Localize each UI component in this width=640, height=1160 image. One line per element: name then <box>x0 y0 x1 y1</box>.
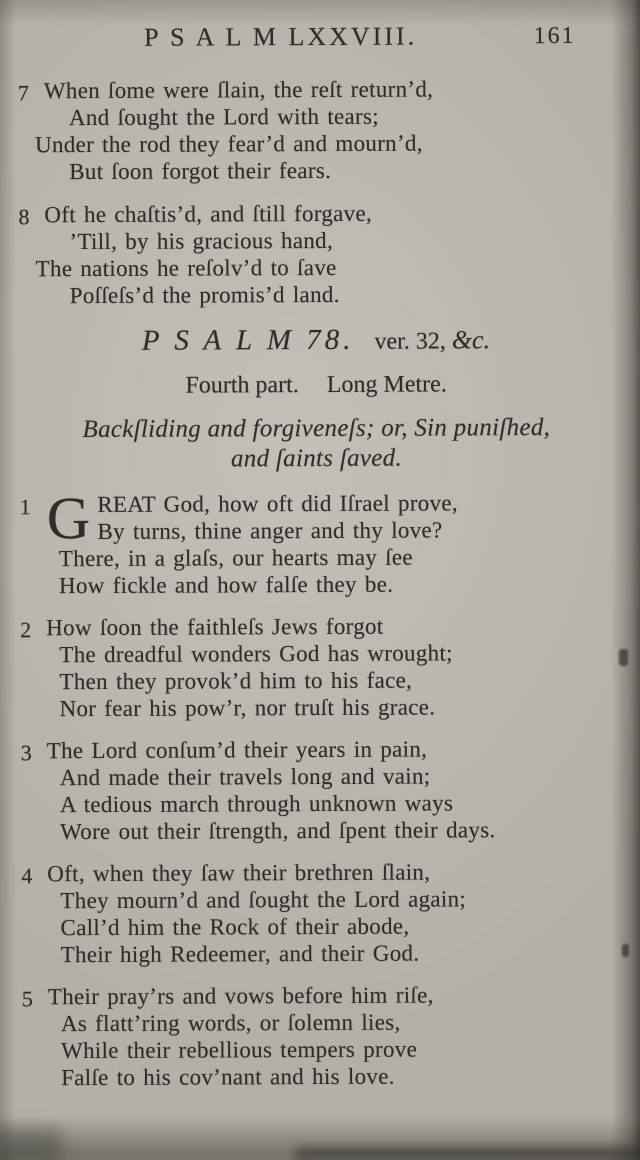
part-metre-line <box>19 369 613 402</box>
verse-line: Call’d him the Rock of their abode, <box>60 913 410 941</box>
verse-line: A tedious march through unknown ways <box>59 790 454 818</box>
psalm-subtitle <box>19 413 613 476</box>
drop-cap: G <box>46 485 91 552</box>
verse-line: Their pray’rs and vows before him riſe, <box>47 982 434 1010</box>
verse-number: 2 <box>20 617 32 643</box>
verse-line: Under the rod they fear’d and mourn’d, <box>35 130 423 158</box>
part-label: Fourth part. <box>185 372 299 399</box>
psalm-78-heading <box>19 323 613 364</box>
page-edge-ink-mark <box>622 944 629 957</box>
verse-line: Falſe to his cov’nant and his love. <box>61 1063 395 1091</box>
verse-number: 7 <box>17 80 29 106</box>
verse-lines <box>46 485 614 599</box>
verse-line: But ſoon forgot their fears. <box>69 157 332 185</box>
page-header <box>18 21 612 56</box>
page-number: 161 <box>533 22 576 50</box>
verse-2 <box>20 612 614 723</box>
verse-line: And ſought the Lord with tears; <box>68 103 379 131</box>
verse-number: 4 <box>21 863 33 889</box>
verse-line: By turns, thine anger and thy love? <box>97 517 443 544</box>
drop-cap-lines <box>46 485 614 552</box>
subtitle-line: Backſliding and forgiveneſs; or, Sin puniſhed, <box>82 413 551 444</box>
metre-label: Long Metre. <box>326 371 447 398</box>
verse-line: Their high Redeemer, and their God. <box>60 940 420 968</box>
drop-cap-adjacent-lines <box>97 489 458 545</box>
verse-line: Oft he chaſtis’d, and ſtill forgave, <box>44 200 373 228</box>
verse-lines <box>46 612 614 722</box>
verse-line: While their rebellious tempers prove <box>60 1036 418 1064</box>
verse-line: Then they provok’d him to his face, <box>59 667 413 695</box>
verse-line: Nor fear his pow’r, nor truſt his grace. <box>59 694 436 722</box>
bottom-edge-smudge <box>295 1147 640 1160</box>
verse-line: The Lord conſum’d their years in pain, <box>46 736 428 764</box>
verse-number: 8 <box>18 204 30 230</box>
verse-line: ’Till, by his gracious hand, <box>69 227 334 255</box>
verse-lines <box>35 199 612 309</box>
verse-reference-etc: &c. <box>451 325 491 355</box>
verse-line: REAT God, how oft did Iſrael prove, <box>97 490 459 517</box>
verse-line: The nations he reſolv’d to ſave <box>35 254 337 282</box>
verse-line: When ſome were ſlain, the reſt return’d, <box>43 76 434 104</box>
verse-lines <box>47 858 615 968</box>
verse-lines <box>48 981 616 1091</box>
psalm-78-verses <box>19 485 617 1092</box>
running-title: P S A L M LXXVIII. <box>144 21 418 52</box>
verse-4 <box>21 858 615 969</box>
verse-line: The dreadful wonders God has wrought; <box>59 640 453 668</box>
verse-number: 3 <box>20 740 32 766</box>
verse-line: And made their travels long and vain; <box>59 763 431 791</box>
verse-7 <box>18 75 612 186</box>
verse-line: How fickle and how falſe they be. <box>58 571 394 599</box>
verse-reference-roman: ver. 32, <box>374 328 446 355</box>
verse-line: How ſoon the faithleſs Jews forgot <box>46 613 384 641</box>
verse-3 <box>21 735 615 846</box>
psalm-77-verses <box>18 75 613 310</box>
verse-line: Wore out their ſtrength, and ſpent their days. <box>60 817 496 845</box>
verse-number: 1 <box>19 494 31 520</box>
page-edge-ink-mark <box>619 649 628 666</box>
verse-line: Poſſeſs’d the promis’d land. <box>69 281 340 309</box>
verse-1 <box>19 485 614 600</box>
verse-number: 5 <box>21 986 33 1012</box>
corner-smudge <box>0 1128 62 1160</box>
verse-5 <box>22 981 616 1092</box>
verse-lines <box>47 735 615 845</box>
verse-8 <box>18 199 612 310</box>
verse-line: As flatt’ring words, or ſolemn lies, <box>60 1009 401 1037</box>
verse-line: They mourn’d and ſought the Lord again; <box>60 886 467 914</box>
verse-line: Oft, when they ſaw their brethren ſlain, <box>47 859 431 887</box>
verse-reference <box>374 325 490 356</box>
verse-lines <box>35 75 612 185</box>
verse-line: There, in a glaſs, our hearts may ſee <box>58 544 413 572</box>
subtitle-line: and ſaints ſaved. <box>230 444 403 473</box>
psalm-title: P S A L M 78. <box>141 323 355 357</box>
